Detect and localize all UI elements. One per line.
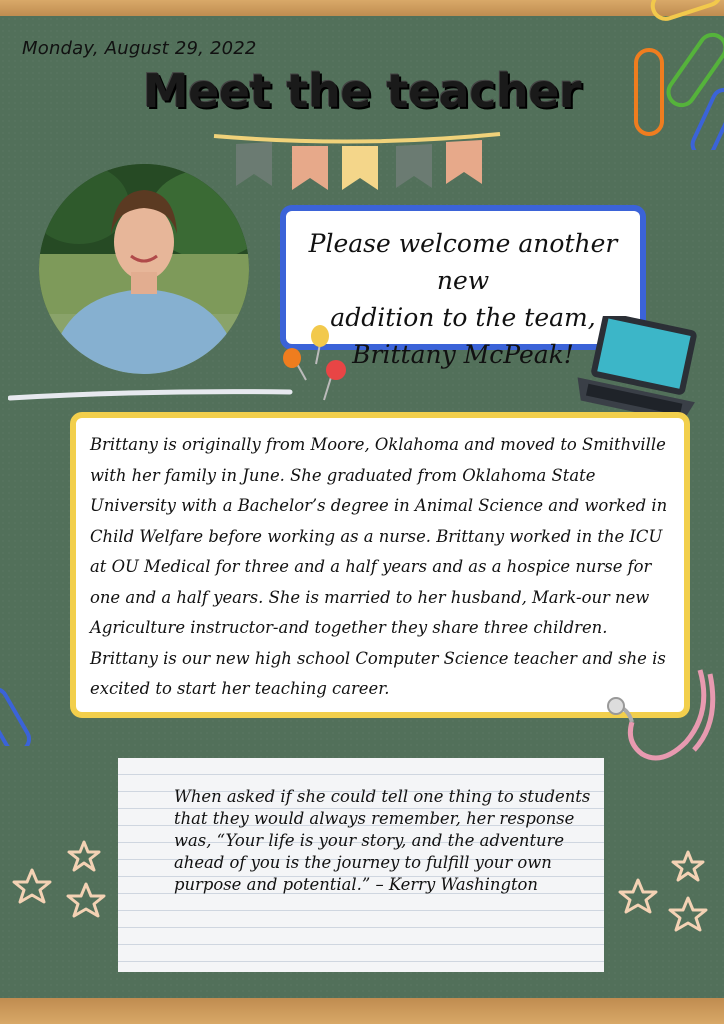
- bunting-flags-icon: [212, 128, 502, 198]
- welcome-line-1: Please welcome another new: [308, 229, 618, 295]
- teacher-photo: [39, 164, 249, 374]
- bio-card: [70, 412, 690, 718]
- date-label: Monday, August 29, 2022: [22, 38, 257, 59]
- welcome-line-2: addition to the team,: [330, 303, 596, 332]
- star-icon: [6, 836, 110, 932]
- page-title: Meet the teacher: [142, 64, 582, 118]
- chalk-stroke: [8, 388, 293, 402]
- quote-note: [118, 758, 604, 972]
- stethoscope-icon: [602, 662, 722, 774]
- bio-text: Brittany is originally from Moore, Oklahoma and moved to Smithville with her family in June. She graduated from Oklahoma State University with a Bachelor’s degree in Animal Science and worked in Child Welfare before working as a nurse. Brittany worked in the ICU at OU Medical for three and a half years and as a hospice nurse for one and a half years. She is married to her husband, Mark-our new Agriculture instructor-and together they share three children. Brittany is our new high school Computer Science teacher and she is excited to start her teaching career.: [90, 435, 668, 698]
- frame-bottom: [0, 998, 724, 1024]
- paperclip-icon: [0, 676, 46, 746]
- paperclip-icon: [630, 0, 724, 150]
- star-icon: [612, 848, 716, 948]
- quote-text: When asked if she could tell one thing to students that they would always remember, her response was, “Your life is your story, and the adventure ahead of you is the journey to fulfill your own purpose and potential.” – Kerry Washington: [174, 787, 591, 894]
- welcome-line-3: Brittany McPeak!: [352, 340, 574, 369]
